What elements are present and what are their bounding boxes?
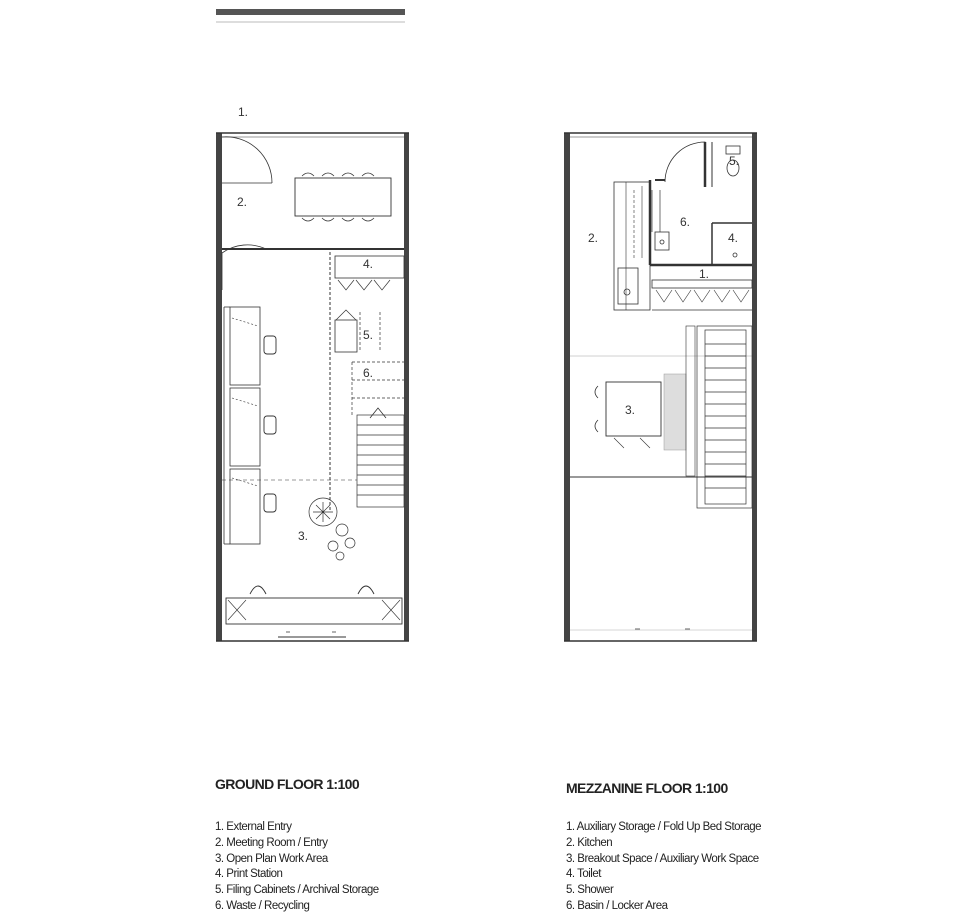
legend-item: 4. Print Station <box>215 868 283 881</box>
mezz-room-label: 5. <box>729 154 740 168</box>
mezzanine-stairs <box>697 326 752 508</box>
legend-item: 5. Filing Cabinets / Archival Storage <box>215 884 379 897</box>
mezz-room-label: 6. <box>680 215 691 229</box>
legend-item: 2. Kitchen <box>566 836 613 849</box>
legend-item: 6. Basin / Locker Area <box>566 899 668 912</box>
ground-wall-left <box>216 133 222 641</box>
meeting-table <box>295 178 391 216</box>
ground-wall-right <box>404 133 409 641</box>
kitchen-bench <box>614 182 650 310</box>
front-bench <box>226 598 402 624</box>
ground-room-label: 2. <box>237 195 248 209</box>
mezzanine-floor-legend <box>566 820 761 915</box>
header-rule <box>216 9 405 15</box>
breakout-rug <box>664 374 686 450</box>
ground-room-label: 5. <box>363 328 374 342</box>
ground-floor-legend <box>215 820 379 915</box>
legend-item: 3. Open Plan Work Area <box>215 852 328 865</box>
basin <box>655 232 669 250</box>
ground-room-label: 3. <box>298 529 309 543</box>
legend-item: 4. Toilet <box>566 868 601 881</box>
mezz-room-label: 2. <box>588 231 599 245</box>
legend-item: 3. Breakout Space / Auxiliary Work Space <box>566 852 759 865</box>
legend-item: 1. External Entry <box>215 821 292 833</box>
auxiliary-storage <box>652 280 752 288</box>
meeting-door <box>222 245 266 290</box>
bathroom-door <box>665 142 705 182</box>
work-desks <box>224 307 260 544</box>
meeting-chairs <box>302 173 374 221</box>
ground-room-label: 4. <box>363 257 374 271</box>
ground-room-label: 1. <box>238 105 249 119</box>
mezz-wall-right <box>752 133 757 641</box>
mezz-room-label: 3. <box>625 403 636 417</box>
mezz-room-label: 1. <box>699 267 710 281</box>
legend-item: 6. Waste / Recycling <box>215 899 310 912</box>
filing-cabinets <box>335 320 357 352</box>
legend-item: 2. Meeting Room / Entry <box>215 836 328 849</box>
ground-room-label: 6. <box>363 366 374 380</box>
desk-chairs <box>264 336 276 512</box>
mezz-wall-left <box>564 133 570 641</box>
mezzanine-floor-title: MEZZANINE FLOOR 1:100 <box>566 780 728 796</box>
mezzanine-floor-plan <box>564 133 757 641</box>
mezz-room-label: 4. <box>728 231 739 245</box>
ground-stairs <box>357 408 404 507</box>
legend-item: 5. Shower <box>566 884 614 897</box>
ground-floor-title: GROUND FLOOR 1:100 <box>215 776 359 792</box>
front-chairs <box>250 586 374 594</box>
ground-floor-plan <box>216 133 409 641</box>
plants <box>309 498 355 560</box>
legend-item: 1. Auxiliary Storage / Fold Up Bed Storage <box>566 821 762 833</box>
entry-door <box>222 137 272 183</box>
